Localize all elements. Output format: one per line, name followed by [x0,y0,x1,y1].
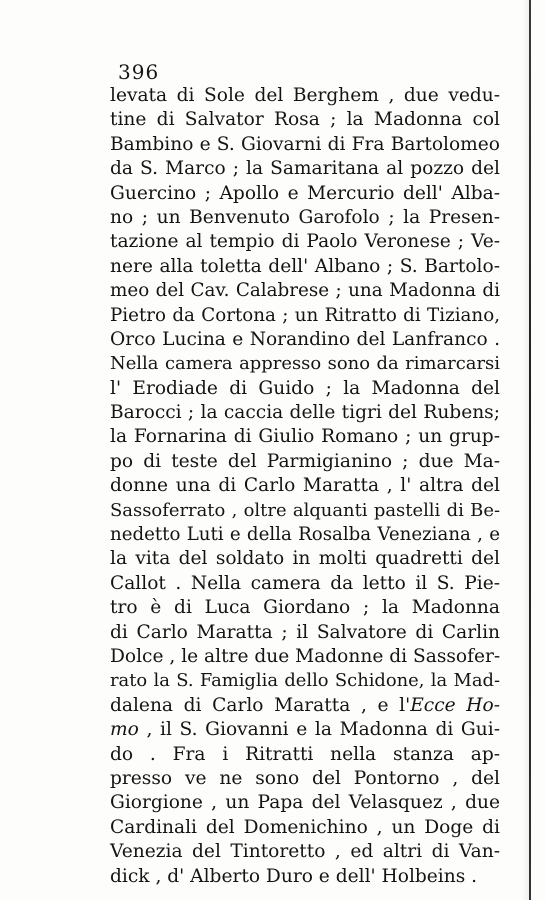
text-line: l' Erodiade di Guido ; la Madonna del [110,377,500,399]
text-line: Guercino ; Apollo e Mercurio dell' Alba- [110,182,500,204]
text-line: Sassoferrato , oltre alquanti pastelli di Be- [110,499,500,521]
text-line: nedetto Luti e della Rosalba Veneziana , e [110,524,500,546]
page-edge-shade [522,0,529,900]
text-line-ecce-homo [110,694,500,718]
text-line: la Fornarina di Giulio Romano ; un grup- [110,426,500,448]
text-line: Giorgione , un Papa del Velasquez , due [110,792,500,814]
text-line: da S. Marco ; la Samaritana al pozzo del [110,158,500,180]
body-text [110,84,500,889]
text-segment: dalena di Carlo Maratta , e l' [110,694,411,716]
text-line: dick , d' Alberto Duro e dell' Holbeins . [110,865,478,887]
text-line: Cardinali del Domenichino , un Doge di [110,816,500,838]
text-line: do . Fra i Ritratti nella stanza ap- [110,743,500,765]
text-line: di Carlo Maratta ; il Salvatore di Carlin [110,621,500,643]
text-line: Nella camera appresso sono da rimarcarsi [110,353,500,375]
text-line: Dolce , le altre due Madonne di Sassofer- [110,645,501,667]
text-segment: , il S. Giovanni e la Madonna di Gui- [138,719,500,741]
text-line: po di teste del Parmigianino ; due Ma- [110,450,500,472]
text-line: rato la S. Famiglia dello Schidone, la Mad- [110,670,500,692]
text-line: no ; un Benvenuto Garofolo ; la Presen- [110,206,500,228]
text-line: la vita del soldato in molti quadretti del [110,548,500,570]
text-line: levata di Sole del Berghem , due vedu- [110,85,500,106]
page-number: 396 [118,60,160,84]
text-line: Venezia del Tintoretto , ed altri di Van- [110,841,500,863]
italic-title-end: mo [110,719,139,741]
italic-title: Ecce Ho- [410,694,500,716]
text-line: presso ve ne sono del Pontorno , del [110,767,500,789]
text-line: meo del Cav. Calabrese ; una Madonna di [110,280,500,302]
text-line: tro è di Luca Giordano ; la Madonna [110,597,500,619]
text-line: Pietro da Cortona ; un Ritratto di Tiziano, [110,304,500,326]
text-line: donne una di Carlo Maratta , l' altra del [110,475,500,497]
text-line: nere alla toletta dell' Albano ; S. Bartolo- [110,255,500,277]
text-line [110,718,500,742]
page-edge-line [529,0,531,900]
text-line: tine di Salvator Rosa ; la Madonna col [110,109,500,131]
text-line: Bambino e S. Giovarni di Fra Bartolomeo [110,133,500,155]
text-line: tazione al tempio di Paolo Veronese ; Ve- [110,231,500,253]
text-line: Barocci ; la caccia delle tigri del Rubens; [110,402,500,424]
text-line: Orco Lucina e Norandino del Lanfranco . [110,328,500,350]
text-line: Callot . Nella camera da letto il S. Pie- [110,572,500,594]
